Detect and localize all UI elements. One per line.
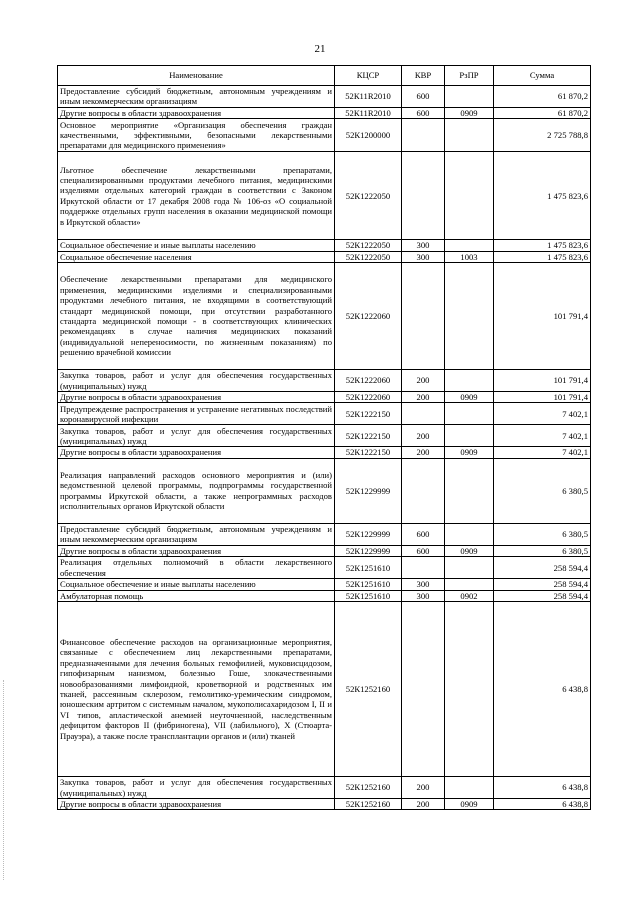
row-name: Другие вопросы в области здравоохранения — [58, 392, 335, 403]
table-row — [58, 799, 591, 810]
row-sum: 6 438,8 — [494, 799, 591, 810]
row-rzpr — [445, 403, 494, 425]
row-kvr: 300 — [402, 251, 445, 262]
row-kvr: 600 — [402, 545, 445, 556]
row-kcsr: 52К11R2010 — [335, 107, 402, 118]
table-row — [58, 447, 591, 458]
row-name: Финансовое обеспечение расходов на организационные мероприятия, связанные с обеспечением лиц лекарственными препаратами, предназначенными для лечения больных гемофилией, муковисцидозом, гипофизарным нанизмом, болезнью Гоше, злокачественными новообразованиями лимфоидной, кроветворной и родственных им тканей, рассеянным склерозом, гемолитико-уремическим синдромом, юношеским артритом с системным началом, мукополисахаридозом I, II и VI типов, апластической анемией неуточненной, наследственным дефицитом факторов II (фибриногена), VII (лабильного), X (Стюарта-Прауэра), а также после трансплантации органов и (или) тканей — [58, 602, 335, 777]
table-row — [58, 590, 591, 601]
row-name: Другие вопросы в области здравоохранения — [58, 799, 335, 810]
header-kvr: КВР — [402, 66, 445, 86]
row-kcsr: 52К1222150 — [335, 425, 402, 447]
row-kvr: 200 — [402, 370, 445, 392]
row-rzpr — [445, 579, 494, 590]
row-kvr — [402, 263, 445, 370]
row-name: Реализация отдельных полномочий в области лекарственного обеспечения — [58, 557, 335, 579]
row-sum: 1 475 823,6 — [494, 251, 591, 262]
row-kcsr: 52К11R2010 — [335, 86, 402, 108]
row-rzpr — [445, 240, 494, 251]
row-sum: 258 594,4 — [494, 557, 591, 579]
row-kvr: 200 — [402, 447, 445, 458]
row-sum: 2 725 788,8 — [494, 119, 591, 152]
header-kcsr: КЦСР — [335, 66, 402, 86]
scan-margin-dots — [3, 680, 6, 880]
row-name: Другие вопросы в области здравоохранения — [58, 447, 335, 458]
row-name: Реализация направлений расходов основного мероприятия и (или) ведомственной целевой программы, подпрограммы государственной программы Иркутской области, а также непрограммных расходов исполнительных органов Иркутской области — [58, 458, 335, 523]
row-kvr: 600 — [402, 523, 445, 545]
row-name: Социальное обеспечение населения — [58, 251, 335, 262]
table-row — [58, 240, 591, 251]
row-rzpr: 0909 — [445, 799, 494, 810]
row-kvr: 300 — [402, 590, 445, 601]
row-rzpr — [445, 152, 494, 240]
row-kcsr: 52К1252160 — [335, 777, 402, 799]
row-kcsr: 52К1222050 — [335, 240, 402, 251]
row-sum: 6 380,5 — [494, 523, 591, 545]
table-row — [58, 107, 591, 118]
table-row — [58, 370, 591, 392]
row-sum: 258 594,4 — [494, 579, 591, 590]
row-kvr: 600 — [402, 86, 445, 108]
row-kvr — [402, 403, 445, 425]
header-sum: Сумма — [494, 66, 591, 86]
row-rzpr: 0909 — [445, 392, 494, 403]
table-row — [58, 523, 591, 545]
table-row — [58, 545, 591, 556]
row-rzpr: 0909 — [445, 545, 494, 556]
row-rzpr: 0909 — [445, 107, 494, 118]
table-row — [58, 152, 591, 240]
header-rzpr: РзПР — [445, 66, 494, 86]
row-name: Закупка товаров, работ и услуг для обеспечения государственных (муниципальных) нужд — [58, 425, 335, 447]
table-row — [58, 557, 591, 579]
table-row — [58, 86, 591, 108]
row-rzpr — [445, 557, 494, 579]
table-row — [58, 425, 591, 447]
row-sum: 6 380,5 — [494, 545, 591, 556]
row-rzpr — [445, 777, 494, 799]
row-sum: 61 870,2 — [494, 86, 591, 108]
table-row — [58, 119, 591, 152]
table-row — [58, 777, 591, 799]
row-kcsr: 52К1222050 — [335, 152, 402, 240]
row-name: Другие вопросы в области здравоохранения — [58, 107, 335, 118]
row-sum: 6 438,8 — [494, 602, 591, 777]
row-kcsr: 52К1252160 — [335, 602, 402, 777]
table-header-row — [58, 66, 591, 86]
row-kcsr: 52К1251610 — [335, 590, 402, 601]
row-sum: 101 791,4 — [494, 392, 591, 403]
row-kcsr: 52К1252160 — [335, 799, 402, 810]
row-name: Другие вопросы в области здравоохранения — [58, 545, 335, 556]
row-kcsr: 52К1200000 — [335, 119, 402, 152]
row-kcsr: 52К1222060 — [335, 263, 402, 370]
row-kcsr: 52К1229999 — [335, 458, 402, 523]
row-kvr: 200 — [402, 799, 445, 810]
row-name: Закупка товаров, работ и услуг для обеспечения государственных (муниципальных) нужд — [58, 777, 335, 799]
table-row — [58, 392, 591, 403]
row-name: Закупка товаров, работ и услуг для обеспечения государственных (муниципальных) нужд — [58, 370, 335, 392]
row-sum: 1 475 823,6 — [494, 152, 591, 240]
table-row — [58, 458, 591, 523]
row-kcsr: 52К1222060 — [335, 370, 402, 392]
row-rzpr — [445, 86, 494, 108]
row-kvr: 200 — [402, 777, 445, 799]
row-kvr — [402, 602, 445, 777]
table-row — [58, 403, 591, 425]
row-kvr: 300 — [402, 579, 445, 590]
row-name: Амбулаторная помощь — [58, 590, 335, 601]
row-kvr: 600 — [402, 107, 445, 118]
row-sum: 6 380,5 — [494, 458, 591, 523]
row-kcsr: 52К1222150 — [335, 403, 402, 425]
row-kcsr: 52К1222150 — [335, 447, 402, 458]
row-kvr: 200 — [402, 425, 445, 447]
row-sum: 101 791,4 — [494, 370, 591, 392]
row-name: Льготное обеспечение лекарственными препаратами, специализированными продуктами лечебного питания, медицинскими изделиями отдельных категорий граждан в соответствии с Законом Иркутской области от 17 декабря 2008 года № 106-оз «О социальной поддержке отдельных групп населения в оказании медицинской помощи в Иркутской области» — [58, 152, 335, 240]
row-rzpr: 0902 — [445, 590, 494, 601]
row-kcsr: 52К1222050 — [335, 251, 402, 262]
row-kvr: 200 — [402, 392, 445, 403]
row-kvr: 300 — [402, 240, 445, 251]
row-kvr — [402, 458, 445, 523]
row-kvr — [402, 119, 445, 152]
row-name: Социальное обеспечение и иные выплаты населению — [58, 579, 335, 590]
page-number: 21 — [314, 43, 326, 55]
row-sum: 6 438,8 — [494, 777, 591, 799]
table-row — [58, 579, 591, 590]
row-rzpr — [445, 425, 494, 447]
table-row — [58, 251, 591, 262]
row-kcsr: 52К1229999 — [335, 523, 402, 545]
row-sum: 1 475 823,6 — [494, 240, 591, 251]
table-body — [58, 86, 591, 810]
row-rzpr — [445, 458, 494, 523]
row-sum: 7 402,1 — [494, 447, 591, 458]
row-name: Основное мероприятие «Организация обеспечения граждан качественными, эффективными, безопасными лекарственными препаратами для медицинского применения» — [58, 119, 335, 152]
row-kvr — [402, 557, 445, 579]
row-kcsr: 52К1251610 — [335, 557, 402, 579]
row-kcsr: 52К1229999 — [335, 545, 402, 556]
row-name: Обеспечение лекарственными препаратами для медицинского применения, медицинскими изделиями и специализированными продуктами лечебного питания, не входящими в соответствующий стандарт медицинской помощи, при отсутствии разработанного стандарта медицинской помощи - в соответствующих клинических рекомендациях в случае наличия медицинских показаний (индивидуальной непереносимости, по жизненным показаниям) по решению врачебной комиссии — [58, 263, 335, 370]
table-row — [58, 602, 591, 777]
row-rzpr: 0909 — [445, 447, 494, 458]
row-name: Предоставление субсидий бюджетным, автономным учреждениям и иным некоммерческим организациям — [58, 523, 335, 545]
header-name: Наименование — [58, 66, 335, 86]
row-rzpr: 1003 — [445, 251, 494, 262]
row-sum: 7 402,1 — [494, 425, 591, 447]
budget-table — [57, 65, 591, 810]
row-sum: 61 870,2 — [494, 107, 591, 118]
row-rzpr — [445, 119, 494, 152]
row-sum: 101 791,4 — [494, 263, 591, 370]
row-rzpr — [445, 523, 494, 545]
row-name: Предоставление субсидий бюджетным, автономным учреждениям и иным некоммерческим организациям — [58, 86, 335, 108]
table-row — [58, 263, 591, 370]
row-sum: 7 402,1 — [494, 403, 591, 425]
row-rzpr — [445, 602, 494, 777]
row-sum: 258 594,4 — [494, 590, 591, 601]
row-kvr — [402, 152, 445, 240]
row-kcsr: 52К1222060 — [335, 392, 402, 403]
row-name: Социальное обеспечение и иные выплаты населению — [58, 240, 335, 251]
row-rzpr — [445, 263, 494, 370]
row-kcsr: 52К1251610 — [335, 579, 402, 590]
row-name: Предупреждение распространения и устранение негативных последствий коронавирусной инфекции — [58, 403, 335, 425]
row-rzpr — [445, 370, 494, 392]
